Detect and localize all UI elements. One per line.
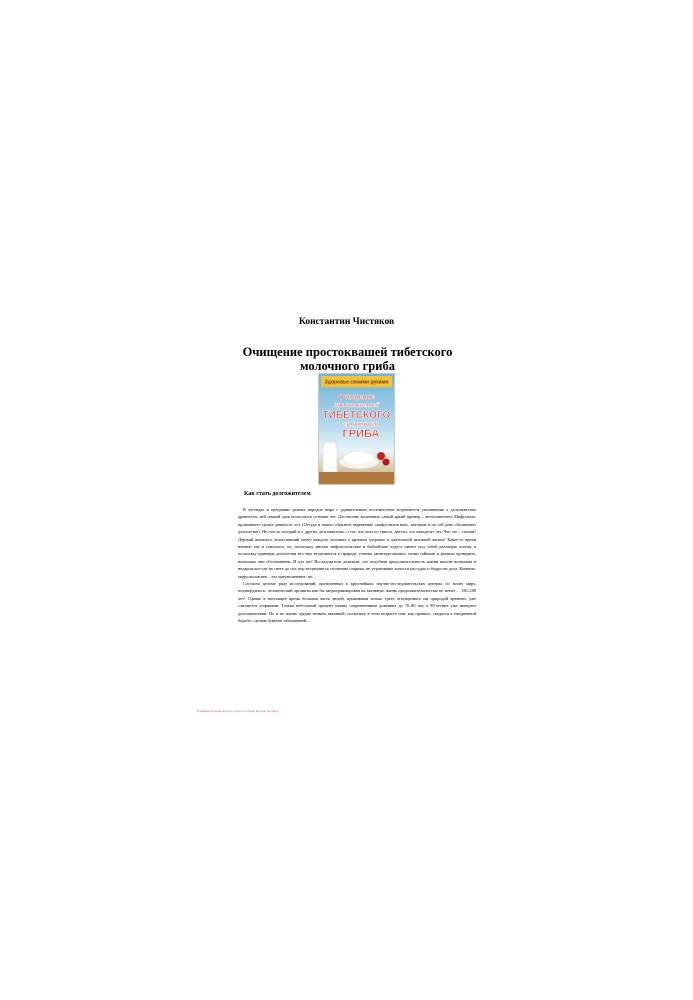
cover-title-line-5: ГРИБА: [342, 428, 380, 440]
cover-banner-text: Здоровье своими руками: [324, 379, 389, 386]
paragraph: Согласно целому ряду исследований, проведенных в крупнейших научно-исследовательских центрах по всему миру, подтвердилось: человеческий организм как бы запрограммирован на активную жизнь продолжительностью не менее… 150–200 лет! Однако в настоящее время большая часть людей, прожившая только треть отпущенного им природой времени, уже считаются стариками. Только небольшой процент наших современников доживает до 70–80 лет, а 90-летних уже именуют долгожителями. Но и их жизнь трудно назвать активной, поскольку в этом возрасте они, как правило, сводятся к ежедневной борьбе с целым букетом заболеваний…: [238, 581, 476, 624]
cover-title-line-4: молочного: [343, 421, 379, 428]
book-cover-image: [318, 373, 395, 485]
author-name: Константин Чистяков: [298, 317, 395, 327]
cottage-cheese-heap: [344, 452, 374, 464]
paragraph: В легендах и преданиях разных народов мира с удивительным постоянством встречаются упоминания о долгожителях древности, чей земной срок исчислялся сотнями лет. Достаточно вспомнить самый яркий пример – ветхозаветного Мафусаила, прожившего целых девятьсот лет. (Отсуда и пошло образное выражение «мафусаилов век», которым и по сей день обозначают долголетие). Не счесть историй и о других долгожителях, о тех, кто жил по триста, двести, сто пятьдесят лет. Что это – сказки? Дерзкий вымысел, воплотивший мечту каждого человека о крепком здоровье и длительной активной жизни? Какое-то время именно так и считалось, но, поскольку многие мифологические и библейские чудеса имеют под собой реальную основу и поскольку примеры долголетия все еще встречаются в природе, ученые заинтересовались этими тайнами и решили проверить, насколько они обоснованны. И что же? Исследователи доказали, что подобная продолжительность жизни вполне возможна и недаром кое-где на свете до сих пор встречаются столетние старики, не утратившие ясности рассудка и бодрости духа. Конечно, мафусаилов век – это преувеличение, но…: [238, 507, 476, 579]
cover-table: [319, 472, 394, 484]
body-text: [238, 506, 476, 625]
book-title: Очищение простоквашей тибетского молочного гриба: [242, 345, 453, 373]
section-heading: Как стать долгожителем: [244, 491, 311, 497]
footer-link[interactable]: Ознакомительная версия. Купить полную версию на сайте: [197, 709, 279, 713]
cover-title-line-1: Очищение: [338, 394, 375, 401]
berry-shape: [377, 452, 385, 460]
milk-jug-shape: [323, 442, 337, 472]
cover-art: [319, 374, 394, 484]
cover-title-line-3: ТИБЕТСКОГО: [322, 410, 391, 421]
cover-title-line-2: простоквашей: [333, 403, 380, 409]
berry-shape: [383, 459, 390, 466]
